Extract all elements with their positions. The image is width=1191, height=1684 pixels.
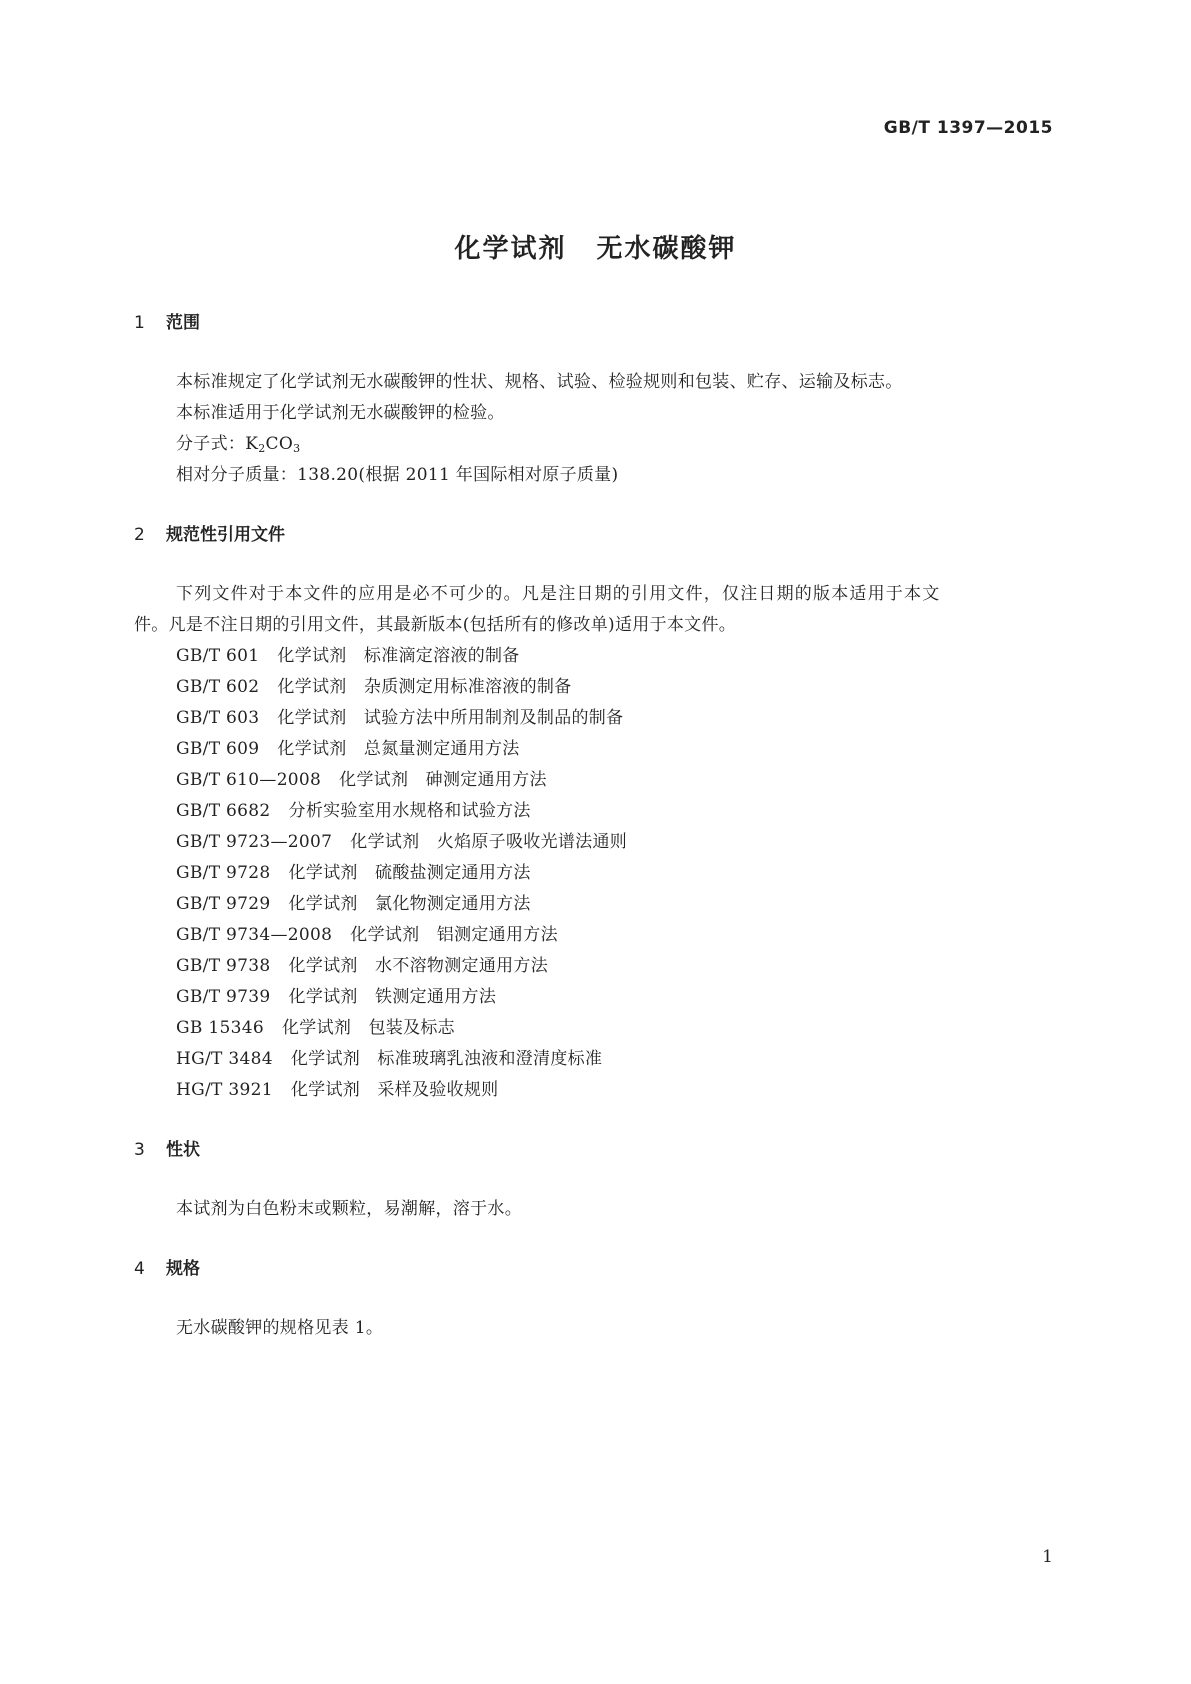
reference-title: 化学试剂 铁测定通用方法 <box>288 987 497 1007</box>
section-2-intro-line-2: 件。凡是不注日期的引用文件，其最新版本(包括所有的修改单)适用于本文件。 <box>134 615 737 635</box>
reference-code: GB/T 603 <box>176 708 260 728</box>
page-number: 1 <box>1042 1547 1053 1567</box>
reference-title: 化学试剂 火焰原子吸收光谱法通则 <box>350 832 628 852</box>
reference-code: GB/T 9729 <box>176 894 271 914</box>
reference-code: HG/T 3921 <box>176 1080 273 1100</box>
reference-item <box>176 1044 602 1069</box>
reference-title: 化学试剂 杂质测定用标准溶液的制备 <box>277 677 572 697</box>
reference-item <box>176 1013 455 1038</box>
reference-title: 化学试剂 采样及验收规则 <box>290 1080 499 1100</box>
section-3-paragraph-1: 本试剂为白色粉末或颗粒，易潮解，溶于水。 <box>176 1199 522 1219</box>
reference-title: 化学试剂 砷测定通用方法 <box>339 770 547 790</box>
reference-title: 化学试剂 标准滴定溶液的制备 <box>277 646 520 666</box>
section-title: 性状 <box>166 1140 200 1160</box>
formula-label: 分子式： <box>176 434 246 454</box>
reference-code: GB/T 609 <box>176 739 260 759</box>
reference-code: HG/T 3484 <box>176 1049 273 1069</box>
formula-k-subscript: 2 <box>258 442 266 455</box>
section-title: 规范性引用文件 <box>166 525 285 545</box>
reference-code: GB/T 9734—2008 <box>176 925 333 945</box>
section-number: 1 <box>134 313 145 333</box>
reference-code: GB/T 9728 <box>176 863 271 883</box>
reference-item <box>176 734 520 759</box>
section-title: 规格 <box>166 1259 200 1279</box>
section-2-intro-line-1: 下列文件对于本文件的应用是必不可少的。凡是注日期的引用文件，仅注日期的版本适用于本文 <box>176 584 941 604</box>
reference-code: GB/T 6682 <box>176 801 271 821</box>
reference-title: 化学试剂 氯化物测定通用方法 <box>288 894 531 914</box>
reference-item <box>176 889 531 914</box>
reference-item <box>176 641 520 666</box>
reference-code: GB/T 602 <box>176 677 260 697</box>
title-part-2: 无水碳酸钾 <box>596 234 737 264</box>
reference-code: GB 15346 <box>176 1018 264 1038</box>
formula-k: K <box>245 434 259 454</box>
section-2-heading <box>134 520 285 545</box>
molecular-formula <box>176 429 300 455</box>
reference-item <box>176 1075 498 1100</box>
reference-title: 化学试剂 铝测定通用方法 <box>350 925 558 945</box>
reference-item <box>176 920 558 945</box>
reference-code: GB/T 601 <box>176 646 260 666</box>
reference-code: GB/T 9739 <box>176 987 271 1007</box>
section-3-heading <box>134 1135 200 1160</box>
section-1-heading <box>134 308 200 333</box>
document-title <box>0 228 1191 265</box>
section-1-paragraph-2: 本标准适用于化学试剂无水碳酸钾的检验。 <box>176 403 505 423</box>
reference-item <box>176 858 531 883</box>
section-number: 4 <box>134 1259 145 1279</box>
title-part-1: 化学试剂 <box>454 234 567 264</box>
relative-molecular-mass: 相对分子质量：138.20(根据 2011 年国际相对原子质量) <box>176 465 619 485</box>
formula-co-subscript: 3 <box>293 442 301 455</box>
formula-co: CO <box>265 434 294 454</box>
section-1-paragraph-1: 本标准规定了化学试剂无水碳酸钾的性状、规格、试验、检验规则和包装、贮存、运输及标志。 <box>176 372 903 392</box>
section-title: 范围 <box>166 313 200 333</box>
reference-item <box>176 765 547 790</box>
reference-title: 化学试剂 总氮量测定通用方法 <box>277 739 520 759</box>
reference-title: 化学试剂 标准玻璃乳浊液和澄清度标准 <box>290 1049 603 1069</box>
reference-item <box>176 796 531 821</box>
reference-code: GB/T 610—2008 <box>176 770 322 790</box>
section-4-paragraph-1: 无水碳酸钾的规格见表 1。 <box>176 1318 384 1338</box>
reference-code: GB/T 9738 <box>176 956 271 976</box>
section-number: 2 <box>134 525 145 545</box>
reference-item <box>176 672 572 697</box>
reference-title: 化学试剂 水不溶物测定通用方法 <box>288 956 549 976</box>
reference-title: 化学试剂 包装及标志 <box>281 1018 455 1038</box>
reference-title: 分析实验室用水规格和试验方法 <box>288 801 531 821</box>
reference-item <box>176 827 627 852</box>
section-number: 3 <box>134 1140 145 1160</box>
standard-number: GB/T 1397—2015 <box>883 118 1053 138</box>
reference-item <box>176 951 548 976</box>
section-4-heading <box>134 1254 200 1279</box>
reference-title: 化学试剂 硫酸盐测定通用方法 <box>288 863 531 883</box>
reference-item <box>176 982 496 1007</box>
reference-title: 化学试剂 试验方法中所用制剂及制品的制备 <box>277 708 624 728</box>
reference-item <box>176 703 623 728</box>
reference-code: GB/T 9723—2007 <box>176 832 333 852</box>
